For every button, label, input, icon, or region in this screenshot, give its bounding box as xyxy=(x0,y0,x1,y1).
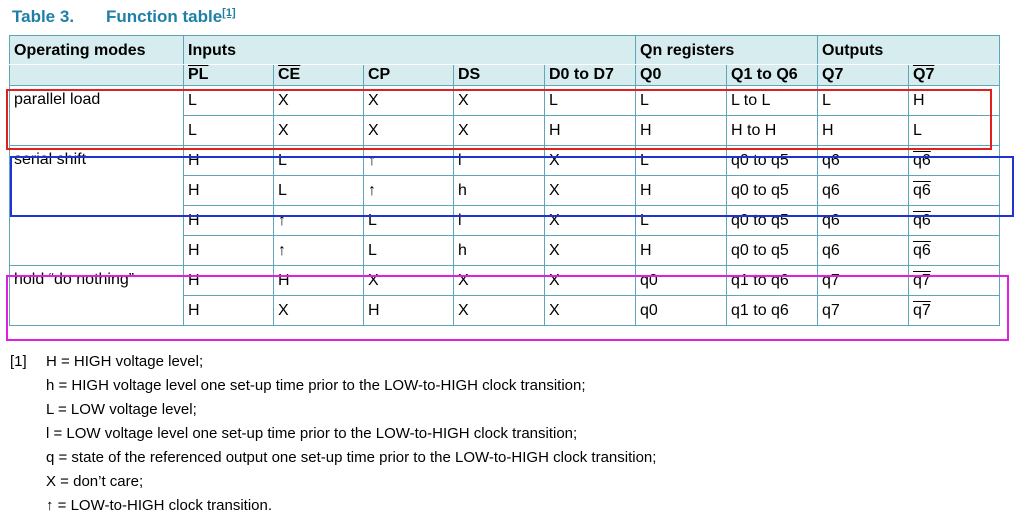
header-spacer xyxy=(10,65,184,86)
cell-d0-d7: X xyxy=(545,266,636,296)
header-q1-to-q6: Q1 to Q6 xyxy=(727,65,818,86)
mode-parallel-load: parallel load xyxy=(10,86,184,146)
cell-cp: ↑ xyxy=(364,176,454,206)
footnote-line: h = HIGH voltage level one set-up time prior to the LOW-to-HIGH clock transition; xyxy=(46,377,586,394)
header-inputs: Inputs xyxy=(184,36,636,65)
cell-q0: H xyxy=(636,176,727,206)
cell-cp: L xyxy=(364,236,454,266)
cell-q7-bar: q7 xyxy=(909,296,1000,326)
cell-q7-bar: H xyxy=(909,86,1000,116)
cell-q7-bar: q6 xyxy=(909,206,1000,236)
cell-q0: q0 xyxy=(636,296,727,326)
cell-q7: q7 xyxy=(818,266,909,296)
cell-q0: L xyxy=(636,146,727,176)
header-ds: DS xyxy=(454,65,545,86)
cell-pl: H xyxy=(184,176,274,206)
cell-ce: L xyxy=(274,146,364,176)
cell-ds: X xyxy=(454,116,545,146)
footnote-marker: [1] xyxy=(10,353,27,370)
cell-q7-bar: q7 xyxy=(909,266,1000,296)
cell-d0-d7: X xyxy=(545,236,636,266)
cell-ce: X xyxy=(274,116,364,146)
cell-cp: L xyxy=(364,206,454,236)
cell-pl: H xyxy=(184,296,274,326)
cell-q7-bar: L xyxy=(909,116,1000,146)
cell-q1-q6: q0 to q5 xyxy=(727,206,818,236)
cell-q7: q6 xyxy=(818,146,909,176)
cell-ds: X xyxy=(454,266,545,296)
cell-pl: H xyxy=(184,236,274,266)
footnote-line: H = HIGH voltage level; xyxy=(46,353,204,370)
cell-cp: X xyxy=(364,266,454,296)
header-ce: $\overline{CE}$ xyxy=(274,65,364,86)
cell-ds: X xyxy=(454,296,545,326)
cell-q7-bar: q6 xyxy=(909,146,1000,176)
footnote-line: l = LOW voltage level one set-up time prior to the LOW-to-HIGH clock transition; xyxy=(46,425,578,442)
header-cp: CP xyxy=(364,65,454,86)
header-q0: Q0 xyxy=(636,65,727,86)
column-header-row xyxy=(10,65,1000,86)
header-qn-registers: Qn registers xyxy=(636,36,818,65)
cell-q1-q6: q0 to q5 xyxy=(727,176,818,206)
cell-q1-q6: q0 to q5 xyxy=(727,236,818,266)
cell-ds: X xyxy=(454,86,545,116)
cell-q0: H xyxy=(636,236,727,266)
cell-q0: L xyxy=(636,86,727,116)
footnote-line: q = state of the referenced output one set-up time prior to the LOW-to-HIGH clock transition; xyxy=(46,449,657,466)
group-header-row xyxy=(10,36,1000,65)
cell-q1-q6: q0 to q5 xyxy=(727,146,818,176)
cell-d0-d7: X xyxy=(545,176,636,206)
cell-q0: H xyxy=(636,116,727,146)
cell-q7: q6 xyxy=(818,206,909,236)
cell-q0: L xyxy=(636,206,727,236)
mode-serial-shift: serial shift xyxy=(10,146,184,266)
header-operating-modes: Operating modes xyxy=(10,36,184,65)
header-q7: Q7 xyxy=(818,65,909,86)
footnote xyxy=(10,350,656,518)
cell-ds: h xyxy=(454,176,545,206)
cell-pl: H xyxy=(184,206,274,236)
header-d0-to-d7: D0 to D7 xyxy=(545,65,636,86)
table-caption xyxy=(12,7,236,27)
cell-cp: X xyxy=(364,86,454,116)
cell-q7-bar: q6 xyxy=(909,176,1000,206)
cell-q7: q6 xyxy=(818,236,909,266)
cell-cp: H xyxy=(364,296,454,326)
table-title: Function table xyxy=(106,7,223,26)
cell-q7-bar: q6 xyxy=(909,236,1000,266)
header-pl: $\overline{PL}$ xyxy=(184,65,274,86)
cell-ds: l xyxy=(454,146,545,176)
cell-cp: X xyxy=(364,116,454,146)
cell-ce: L xyxy=(274,176,364,206)
cell-ce: X xyxy=(274,86,364,116)
cell-q7: q7 xyxy=(818,296,909,326)
cell-q1-q6: q1 to q6 xyxy=(727,266,818,296)
cell-q0: q0 xyxy=(636,266,727,296)
footnote-line: ↑ = LOW-to-HIGH clock transition. xyxy=(46,497,273,514)
cell-ce: ↑ xyxy=(274,236,364,266)
cell-d0-d7: L xyxy=(545,86,636,116)
cell-ds: l xyxy=(454,206,545,236)
hold-highlight-box xyxy=(6,275,1009,341)
cell-d0-d7: X xyxy=(545,296,636,326)
cell-d0-d7: X xyxy=(545,206,636,236)
cell-ds: h xyxy=(454,236,545,266)
cell-q7: q6 xyxy=(818,176,909,206)
cell-q7: L xyxy=(818,86,909,116)
footnote-reference-link[interactable]: [1] xyxy=(222,7,236,19)
parallel-load-highlight-box xyxy=(6,89,992,150)
cell-cp: ↑ xyxy=(364,146,454,176)
cell-d0-d7: X xyxy=(545,146,636,176)
cell-q1-q6: L to L xyxy=(727,86,818,116)
header-q7-bar: Q7 xyxy=(909,65,1000,86)
cell-ce: H xyxy=(274,266,364,296)
cell-q7: H xyxy=(818,116,909,146)
cell-q1-q6: H to H xyxy=(727,116,818,146)
serial-shift-highlight-box xyxy=(10,156,1014,217)
cell-pl: H xyxy=(184,146,274,176)
footnote-lines xyxy=(46,350,656,518)
footnote-line: X = don’t care; xyxy=(46,473,144,490)
table-number: Table 3. xyxy=(12,7,75,26)
cell-ce: ↑ xyxy=(274,206,364,236)
cell-d0-d7: H xyxy=(545,116,636,146)
cell-ce: X xyxy=(274,296,364,326)
cell-pl: H xyxy=(184,266,274,296)
cell-pl: L xyxy=(184,116,274,146)
mode-hold: hold “do nothing” xyxy=(10,266,184,326)
cell-q1-q6: q1 to q6 xyxy=(727,296,818,326)
cell-pl: L xyxy=(184,86,274,116)
footnote-line: L = LOW voltage level; xyxy=(46,401,197,418)
header-outputs: Outputs xyxy=(818,36,1000,65)
